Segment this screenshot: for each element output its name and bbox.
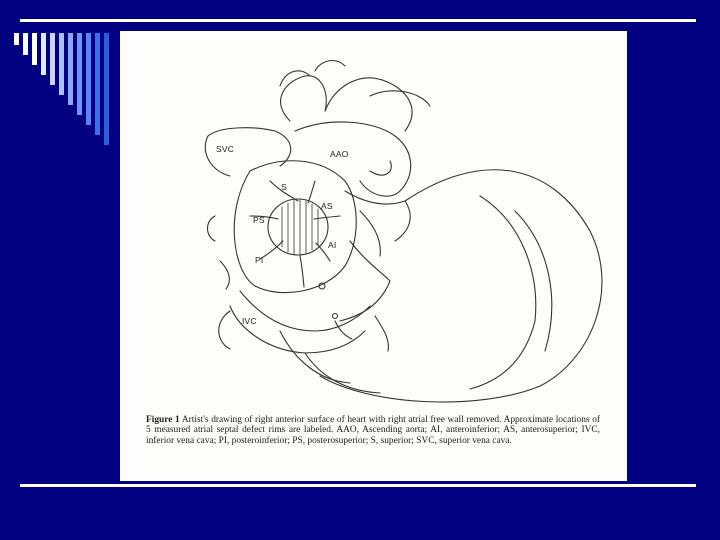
label-s: S	[281, 182, 287, 192]
bottom-rule	[20, 484, 696, 487]
decorative-bar	[14, 33, 19, 45]
label-ivc: IVC	[242, 316, 257, 326]
top-rule	[20, 19, 696, 22]
caption-figure-label: Figure 1	[146, 415, 180, 425]
decorative-bar	[86, 33, 91, 125]
label-ai: AI	[328, 240, 337, 250]
figure-caption	[146, 415, 600, 446]
decorative-bar	[68, 33, 73, 105]
decorative-bar	[41, 33, 46, 75]
heart-figure	[120, 31, 627, 481]
label-ps: PS	[253, 215, 265, 225]
label-svc: SVC	[216, 144, 235, 154]
label-aao: AAO	[330, 149, 349, 159]
decorative-bar	[77, 33, 82, 115]
decorative-bar	[32, 33, 37, 65]
heart-drawing	[120, 31, 627, 481]
decorative-bar	[50, 33, 55, 85]
label-pi: PI	[255, 255, 264, 265]
decorative-bar	[95, 33, 100, 135]
decorative-bar	[104, 33, 109, 145]
decorative-bar	[59, 33, 64, 95]
label-as: AS	[321, 201, 333, 211]
caption-text: Artist's drawing of right anterior surface of heart with right atrial free wall removed. Approximate locations of 5 measured atrial septal defect rims are labeled. AAO, Ascending aorta; AI, anteroinferior; AS, anterosuperior; IVC, inferior vena cava; PI, posteroinferior; PS, posterosuperior; S, superior; SVC, superior vena cava.	[146, 415, 601, 446]
decorative-bar	[23, 33, 28, 55]
